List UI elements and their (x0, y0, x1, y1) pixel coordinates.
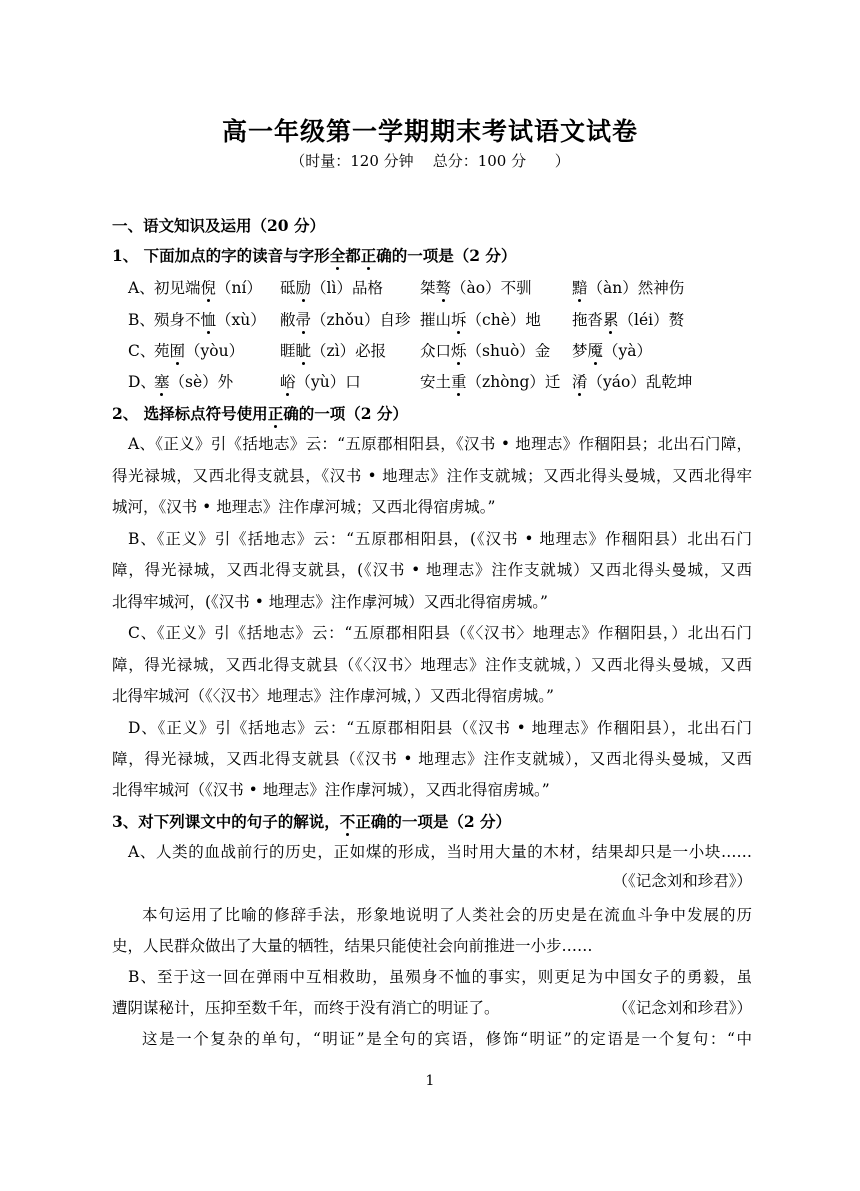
word-text: （yù）口 (295, 373, 361, 391)
q3-option-b-line: B、至于这一回在弹雨中互相救助，虽殒身不恤的事实，则更足为中国女子的勇毅，虽 (128, 968, 752, 986)
word-text: （xù） (216, 311, 266, 329)
word-text: 砥 (280, 279, 296, 297)
word-item (154, 372, 233, 392)
q2-option-c-line: 北得牢城河（《〈汉书〉地理志》注作虖河城，）又西北得宿虏城。” (112, 687, 554, 705)
emphasis-dot-char: 骜 (435, 279, 452, 297)
word-text: 摧山 (420, 311, 452, 329)
emphasis-dot-char: 帚 (295, 311, 312, 329)
q3-option-b-explanation: 这是一个复杂的单句，“明证”是全句的宾语，修饰“明证”的定语是一个复句：“中 (142, 1030, 752, 1048)
q2-option-a-line: 城河，《汉书 • 地理志》注作虖河城；又西北得宿虏城。” (112, 498, 496, 516)
emphasis-dot-char: 塞 (154, 373, 170, 391)
word-item (420, 372, 560, 392)
emphasis-dot-char: 恤 (200, 311, 217, 329)
word-text: 苑 (154, 342, 170, 360)
q2-option-c-line: C、《正义》引《括地志》云：“五原郡相阳县（《〈汉书〉地理志》作稒阳县，）北出石门 (128, 624, 752, 642)
word-item (154, 310, 266, 330)
word-text: 睚 (280, 342, 296, 360)
word-item (572, 278, 684, 298)
word-text: 初见端 (154, 279, 201, 297)
q2-option-a-line: A、《正义》引《括地志》云：“五原郡相阳县，《汉书 • 地理志》作稒阳县；北出石门障， (128, 435, 752, 453)
word-text: （àn）然神伤 (587, 279, 685, 297)
emphasis-dot-char: 累 (603, 311, 619, 329)
word-item (420, 278, 532, 298)
q2-option-b-line: 障，得光禄城，又西北得支就县，(《汉书 • 地理志》注作支就城）又西北得头曼城，又西 (112, 561, 752, 579)
word-text: （lì）品格 (311, 279, 383, 297)
word-text: （yáo）乱乾坤 (587, 373, 693, 391)
word-item (420, 310, 541, 330)
q2-option-b-line: 北得牢城河，(《汉书 • 地理志》注作虖河城）又西北得宿虏城。” (112, 593, 548, 611)
word-item (572, 341, 652, 361)
word-item (572, 372, 692, 392)
emphasis-dot-char: 峪 (280, 373, 296, 391)
page-number: 1 (425, 1073, 435, 1089)
emphasis-dot-char: 全 (329, 246, 346, 265)
emphasis-dot-char: 坼 (451, 311, 467, 329)
word-text: 梦 (572, 342, 588, 360)
q2-option-d-line: 北得牢城河（《汉书 • 地理志》注作虖河城），又西北得宿虏城。” (112, 781, 550, 799)
section-heading: 一、语文知识及运用（20 分） (112, 216, 325, 235)
emphasis-dot-char: 烁 (451, 342, 467, 360)
emphasis-dot-char: 重 (451, 373, 467, 391)
word-text: （zhòng）迁 (466, 373, 561, 391)
word-text: 安土 (420, 373, 452, 391)
word-text: （yòu） (185, 342, 245, 360)
q3-option-a-explanation: 本句运用了比喻的修辞手法，形象地说明了人类社会的历史是在流血斗争中发展的历 (142, 906, 752, 924)
word-item (280, 278, 383, 298)
word-text: 殒身不 (154, 311, 201, 329)
word-item (280, 310, 411, 330)
word-item (154, 278, 262, 298)
question-2-stem: 2、 选择标点符号使用正确的一项（2 分） (112, 404, 408, 423)
emphasis-dot-char: 魇 (587, 342, 604, 360)
word-text: （chè）地 (466, 311, 541, 329)
q3-option-b-source: （《记念刘和珍君》） (612, 999, 752, 1017)
word-item (280, 341, 386, 361)
word-text: （ní） (216, 279, 262, 297)
word-item (420, 341, 550, 361)
q2-option-d-line: D、《正义》引《括地志》云：“五原郡相阳县（《汉书 • 地理志》作稒阳县），北出石门 (128, 719, 752, 737)
emphasis-dot-char: 眦 (295, 342, 312, 360)
word-item (572, 310, 684, 330)
emphasis-dot-char: 黯 (572, 279, 588, 297)
q2-option-c-line: 障，得光禄城，又西北得支就县（《〈汉书〉地理志》注作支就城，）又西北得头曼城，又西 (112, 656, 752, 674)
emphasis-dot-char: 不 (339, 812, 356, 831)
question-3-stem: 3、对下列课文中的句子的解说，不正确的一项是（2 分） (112, 812, 511, 831)
emphasis-dot-char: 正 (267, 404, 284, 423)
word-text: 桀 (420, 279, 436, 297)
q2-option-b-line: B、《正义》引《括地志》云：“五原郡相阳县，(《汉书 • 地理志》作稒阳县）北出石门 (128, 530, 752, 548)
q3-option-a-line: A、人类的血战前行的历史，正如煤的形成，当时用大量的木材，结果却只是一小块…… (128, 843, 752, 861)
q3-option-a-explanation: 史，人民群众做出了大量的牺牲，结果只能使社会向前推进一小步…… (112, 937, 593, 955)
word-text: （sè）外 (169, 373, 234, 391)
word-text: （shuò）金 (466, 342, 551, 360)
page-title: 高一年级第一学期期末考试语文试卷 (221, 117, 638, 146)
q2-option-a-line: 得光禄城，又西北得支就县，《汉书 • 地理志》注作支就城；又西北得头曼城，又西北得牢 (112, 467, 752, 485)
q2-option-d-line: 障，得光禄城，又西北得支就县（《汉书 • 地理志》注作支就城），又西北得头曼城，又西 (112, 750, 752, 768)
word-text: （zhǒu）自珍 (311, 311, 411, 329)
emphasis-dot-char: 淆 (572, 373, 588, 391)
word-text: （zì）必报 (311, 342, 387, 360)
option-label: D、 (128, 373, 156, 391)
emphasis-dot-char: 励 (295, 279, 312, 297)
word-text: 敝 (280, 311, 296, 329)
emphasis-dot-char: 倪 (200, 279, 217, 297)
word-text: （yà） (603, 342, 653, 360)
word-item (280, 372, 361, 392)
exam-info: （时量：120 分钟 总分：100 分 ） (290, 152, 570, 170)
word-text: （ào）不驯 (451, 279, 532, 297)
word-item (154, 341, 244, 361)
emphasis-dot-char: 正 (360, 246, 377, 265)
word-text: 拖沓 (572, 311, 604, 329)
emphasis-dot-char: 囿 (169, 342, 186, 360)
word-text: 众口 (420, 342, 452, 360)
word-text: （léi）赘 (618, 311, 685, 329)
option-label: A、 (128, 279, 155, 297)
option-label: B、 (128, 311, 155, 329)
q3-option-a-source: （《记念刘和珍君》） (612, 872, 752, 890)
q3-option-b-line: 遭阴谋秘计，压抑至数千年，而终于没有消亡的明证了。 (112, 999, 500, 1017)
question-1-stem: 1、 下面加点的字的读音与字形全都正确的一项是（2 分） (112, 246, 517, 265)
option-label: C、 (128, 342, 156, 360)
